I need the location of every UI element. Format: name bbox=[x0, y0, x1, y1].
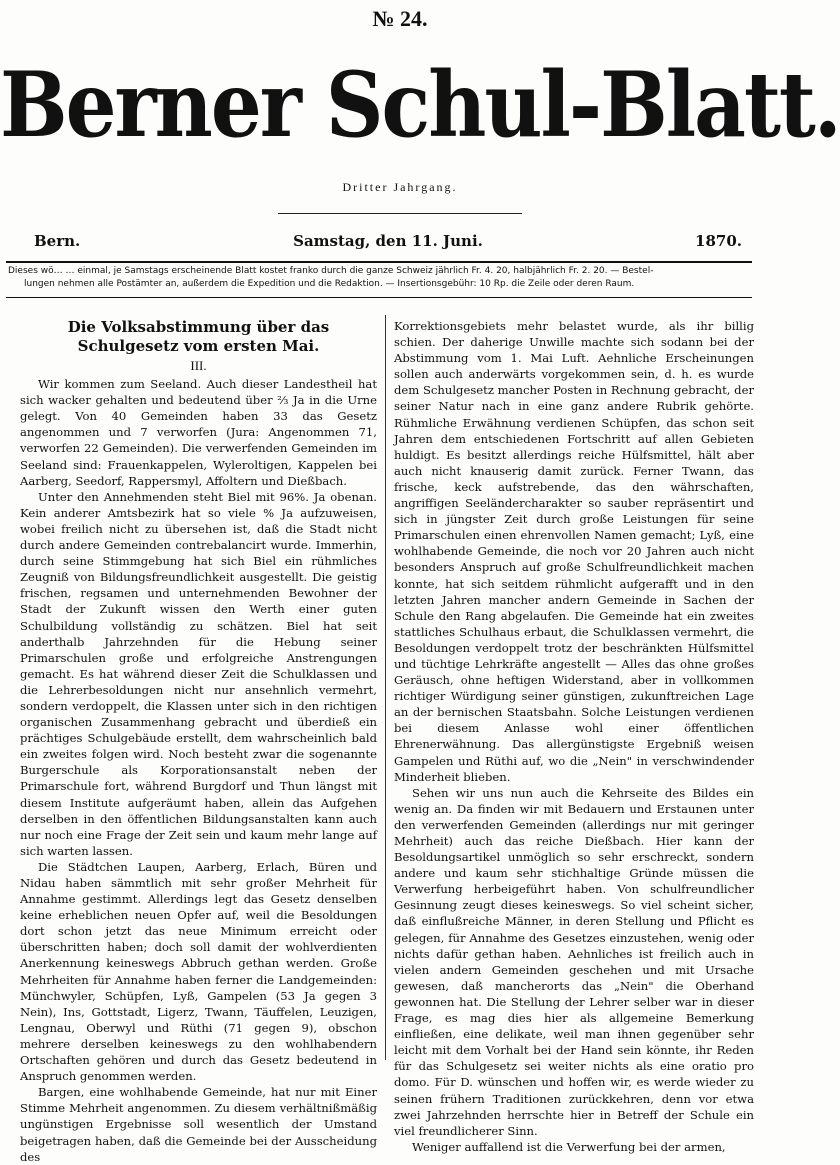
paragraph: Die Städtchen Laupen, Aarberg, Erlach, Büren und Nidau haben sämmtlich mit sehr großer Mehrheit für Annahme gestimmt. Allerdings legt das Gesetz denselben keine erheblichen neuen Opfer auf, weil die Besoldungen dort schon jetzt das neue Minimum erreicht oder überschritten haben; doch soll damit der wohlverdienten Anerkennung keineswegs Abbruch gethan werden. Große Mehrheiten für Annahme haben ferner die Landgemeinden: Münchwyler, Schüpfen, Lyß, Gampelen (53 Ja gegen 3 Nein), Ins, Gottstadt, Ligerz, Twann, Täuffelen, Leuzigen, Lengnau, Oberwyl und Rüthi (71 gegen 9), obschon mehrere derselben keineswegs zu den wohlhabendern Ortschaften gehören und durch das Gesetz bedeutend in Anspruch genommen werden. bbox=[20, 859, 377, 1084]
column-divider bbox=[385, 315, 386, 1060]
article-title: Die Volksabstimmung über das Schulgesetz vom ersten Mai. bbox=[67, 318, 330, 355]
paragraph: Unter den Annehmenden steht Biel mit 96%. Ja obenan. Kein anderer Amtsbezirk hat so viele % Ja aufzuweisen, wobei freilich nicht zu übersehen ist, daß die Stadt nicht durch andere Gemeinden contrebalancirt wurde. Immerhin, durch seine Stimmgebung hat sich Biel ein rühmliches Zeugniß von Bildungsfreundlichkeit ausgestellt. Die geistig frischen, regsamen und unternehmenden Bewohner der Stadt der Zukunft wissen den Werth einer guten Schulbildung vollständig zu schätzen. Biel hat seit anderthalb Jahrzehnden für die Hebung seiner Primarschulen große und erfolgreiche Anstrengungen gemacht. Es hat während dieser Zeit die Schulklassen und die Lehrerbesoldungen nicht nur ansehnlich vermehrt, sondern verdoppelt, die Klassen unter sich in den richtigen organischen Zusammenhang gebracht und überdieß ein prächtiges Schulgebäude erstellt, dem wahrscheinlich bald ein zweites folgen wird. Noch besteht zwar die sogenannte Burgerschule als Korporationsanstalt neben der Primarschule fort, während Burgdorf und Thun längst mit diesem Institute aufgeräumt haben, allein das Aufgehen derselben in den öffentlichen Bildungsanstalten kann auch nur noch eine Frage der Zeit sein und kaum mehr lange auf sich warten lassen. bbox=[20, 489, 377, 858]
paragraph: Wir kommen zum Seeland. Auch dieser Landestheil hat sich wacker gehalten und bedeutend über ⅔ Ja in die Urne gelegt. Von 40 Gemeinden haben 33 das Gesetz angenommen und 7 verworfen (Jura: Angenommen 71, verworfen 22 Gemeinden). Die verwerfenden Gemeinden im Seeland sind: Frauenkappelen, Wyleroltigen, Kappelen bei Aarberg, Seedorf, Rappersmyl, Affoltern und Dießbach. bbox=[20, 377, 377, 488]
dateline-place: Bern. bbox=[34, 232, 81, 250]
section-number: III. bbox=[190, 358, 207, 373]
masthead-title: Berner Schul-Blatt. bbox=[0, 52, 840, 158]
dateline-year: 1870. bbox=[695, 232, 742, 250]
issue-number: № 24. bbox=[372, 6, 428, 31]
column-right bbox=[394, 318, 754, 1155]
notice-bottom-rule bbox=[6, 297, 752, 298]
notice-top-rule bbox=[6, 261, 752, 263]
notice-line-2: lungen nehmen alle Postämter an, außerdem die Expedition und die Redaktion. — Insertionsgebühr: 10 Rp. die Zeile oder deren Raum. bbox=[24, 279, 635, 289]
notice-line-1: Dieses wö… … einmal, je Samstags erscheinende Blatt kostet franko durch die ganze Schweiz jährlich Fr. 4. 20, halbjährlich Fr. 2. 20. — Bestel- bbox=[8, 266, 654, 276]
column-left bbox=[20, 318, 377, 1165]
volume-subtitle: Dritter Jahrgang. bbox=[342, 180, 458, 194]
paragraph: Korrektionsgebiets mehr belastet wurde, als ihr billig schien. Der daherige Unwille machte sich sodann bei der Abstimmung vom 1. Mai Luft. Aehnliche Erscheinungen sollen auch anderwärts vorgekommen sein, d. h. es wurde dem Schulgesetz mancher Posten in Rechnung gebracht, der seiner Natur nach in eine ganz andere Rubrik gehörte. Rühmliche Erwähnung verdienen Schüpfen, das schon seit Jahren dem entschiedenen Fortschritt auf allen Gebieten huldigt. Es besitzt allerdings reiche Hülfsmittel, hält aber auch nicht knauserig damit zurück. Ferner Twann, das frische, keck aufstrebende, das den währschaften, angriffigen Seeländercharakter so sauber repräsentirt und sich in jüngster Zeit durch große Leistungen für seine Primarschulen einen ehrenvollen Namen gemacht; Lyß, eine wohlhabende Gemeinde, die noch vor 20 Jahren auch nicht besonders Anspruch auf große Schulfreundlichkeit machen konnte, hat sich seitdem rühmlicht aufgerafft und in den letzten Jahren mancher andern Gemeinde in Sachen der Schule den Rang abgelaufen. Die Gemeinde hat ein zweites stattliches Schulhaus erbaut, die Schulklassen vermehrt, die Besoldungen verdoppelt trotz der beschränkten Hülfsmittel und tüchtige Lehrkräfte angestellt — Alles das ohne großes Geräusch, ohne heftigen Widerstand, aber in vollkommen richtiger Würdigung seiner günstigen, zukunftreichen Lage an der bernischen Staatsbahn. Solche Leistungen verdienen bei diesem Anlasse wohl einer öffentlichen Ehrenerwähnung. Das allergünstigste Ergebniß weisen Gampelen und Rüthi auf, wo die „Nein" in verschwindender Minderheit blieben. bbox=[394, 319, 754, 784]
masthead-rule bbox=[278, 213, 522, 214]
subscription-notice bbox=[8, 265, 752, 291]
dateline-date: Samstag, den 11. Juni. bbox=[293, 232, 483, 250]
paragraph: Weniger auffallend ist die Verwerfung bei der armen, bbox=[412, 1139, 726, 1154]
paragraph: Bargen, eine wohlhabende Gemeinde, hat nur mit Einer Stimme Mehrheit angenommen. Zu diesem verhältnißmäßig ungünstigen Ergebnisse soll wesentlich der Umstand beigetragen haben, daß die Gemeinde bei der Ausscheidung des bbox=[20, 1085, 377, 1164]
paragraph: Sehen wir uns nun auch die Kehrseite des Bildes ein wenig an. Da finden wir mit Bedauern und Erstaunen unter den verwerfenden Gemeinden (allerdings nur mit geringer Mehrheit) auch das reiche Dießbach. Hier kann der Besoldungsartikel unmöglich so sehr erschreckt, sondern andere und kaum sehr stichhaltige Gründe müssen die Verwerfung herbeigeführt haben. Von schulfreundlicher Gesinnung zeugt dieses keineswegs. So viel scheint sicher, daß einflußreiche Männer, in deren Stellung und Pflicht es gelegen, für Annahme des Gesetzes einzustehen, wenig oder nichts dafür gethan haben. Aehnliches ist freilich auch in vielen andern Gemeinden geschehen und mit Ursache gewesen, daß mancherorts das „Nein" die Oberhand gewonnen hat. Die Stellung der Lehrer selber war in dieser Frage, es mag dies hier als allgemeine Bemerkung einfließen, eine delikate, weil man ihnen gegenüber sehr leicht mit dem Vorhalt bei der Hand sein könnte, ihr Reden für das Schulgesetz sei weiter nichts als eine oratio pro domo. Für D. wünschen und hoffen wir, es werde wieder zu seinen frühern Traditionen zurückkehren, denn vor etwa zwei Jahrzehnden herrschte hier in Betreff der Schule ein viel freundlicherer Sinn. bbox=[394, 785, 754, 1138]
dateline bbox=[34, 232, 742, 254]
